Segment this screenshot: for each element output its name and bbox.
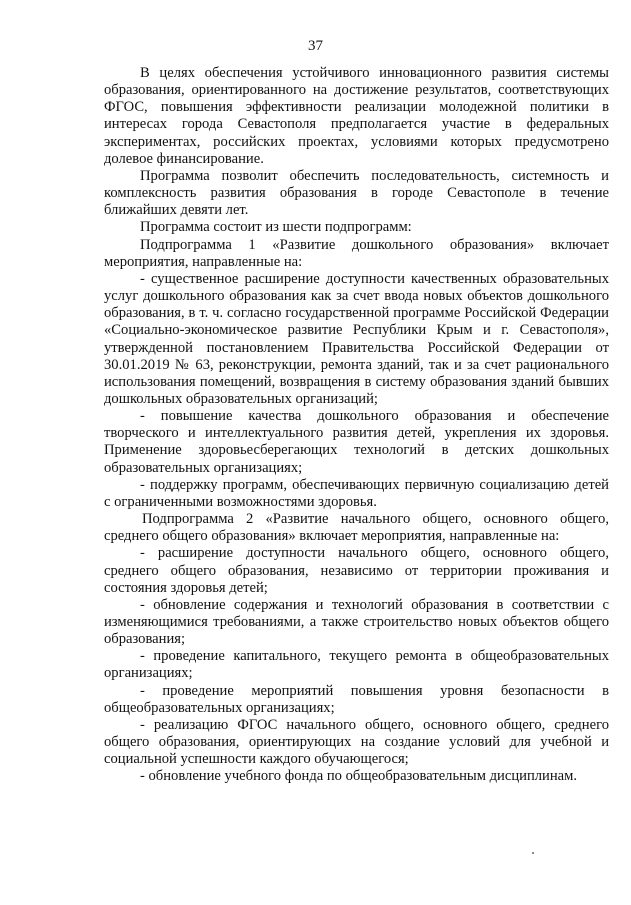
- page-number: 37: [308, 38, 323, 54]
- list-item-repair: - проведение капитального, текущего ремонта в общеобразовательных организациях;: [104, 648, 609, 682]
- list-item-preschool-access: - существенное расширение доступности качественных образовательных услуг дошкольного образования как за счет ввода новых объектов дошкольного образования, в т. ч. согласно государственной программе Российской Федерации «Социально-экономическое развитие Республики Крым и г. Севастополя», утвержденной постановлением Правительства Российской Федерации от 30.01.2019 № 63, реконструкции, ремонта зданий, так и за счет рационального использования помещений, возвращения в систему образования зданий бывших дошкольных образовательных организаций;: [104, 270, 609, 407]
- list-item-content-update: - обновление содержания и технологий образования в соответствии с изменяющимися требованиями, а также строительство новых объектов общего образования;: [104, 596, 609, 648]
- document-body: [104, 65, 609, 786]
- list-item-preschool-quality: - повышение качества дошкольного образования и обеспечение творческого и интеллектуального развития детей, укрепления их здоровья. Применение здоровьесберегающих технологий в детских дошкольных образовательных организациях;: [104, 408, 609, 476]
- paragraph-subprogram-2-intro: Подпрограмма 2 «Развитие начального общего, основного общего, среднего общего образования» включает мероприятия, направленные на:: [104, 511, 609, 545]
- paragraph-program-structure: Программа состоит из шести подпрограмм:: [140, 219, 412, 236]
- list-item-textbook-fund: - обновление учебного фонда по общеобразовательным дисциплинам.: [140, 768, 578, 785]
- paragraph-subprogram-1-intro: Подпрограмма 1 «Развитие дошкольного образования» включает мероприятия, направленные на:: [104, 236, 609, 270]
- paragraph-program-consistency: Программа позволит обеспечить последовательность, системность и комплексность развития образования в городе Севастополе в течение ближайших девяти лет.: [104, 167, 609, 219]
- list-item-general-access: - расширение доступности начального общего, основного общего, среднего общего образования, независимо от территории проживания и состояния здоровья детей;: [104, 545, 609, 596]
- scan-dot-mark: [532, 852, 534, 854]
- list-item-safety: - проведение мероприятий повышения уровня безопасности в общеобразовательных организациях;: [104, 682, 609, 716]
- paragraph-innovation-participation: В целях обеспечения устойчивого инновационного развития системы образования, ориентированного на достижение результатов, соответствующих ФГОС, повышения эффективности реализации молодежной политики в интересах города Севастополя предполагается участие в федеральных экспериментах, российских проектах, условиями которых предусмотрено долевое финансирование.: [104, 65, 609, 167]
- list-item-fgos: - реализацию ФГОС начального общего, основного общего, среднего общего образования, ориентирующих на создание условий для учебной и социальной успешности каждого обучающегося;: [104, 716, 609, 768]
- list-item-preschool-socialization: - поддержку программ, обеспечивающих первичную социализацию детей с ограниченными возможностями здоровья.: [104, 476, 609, 510]
